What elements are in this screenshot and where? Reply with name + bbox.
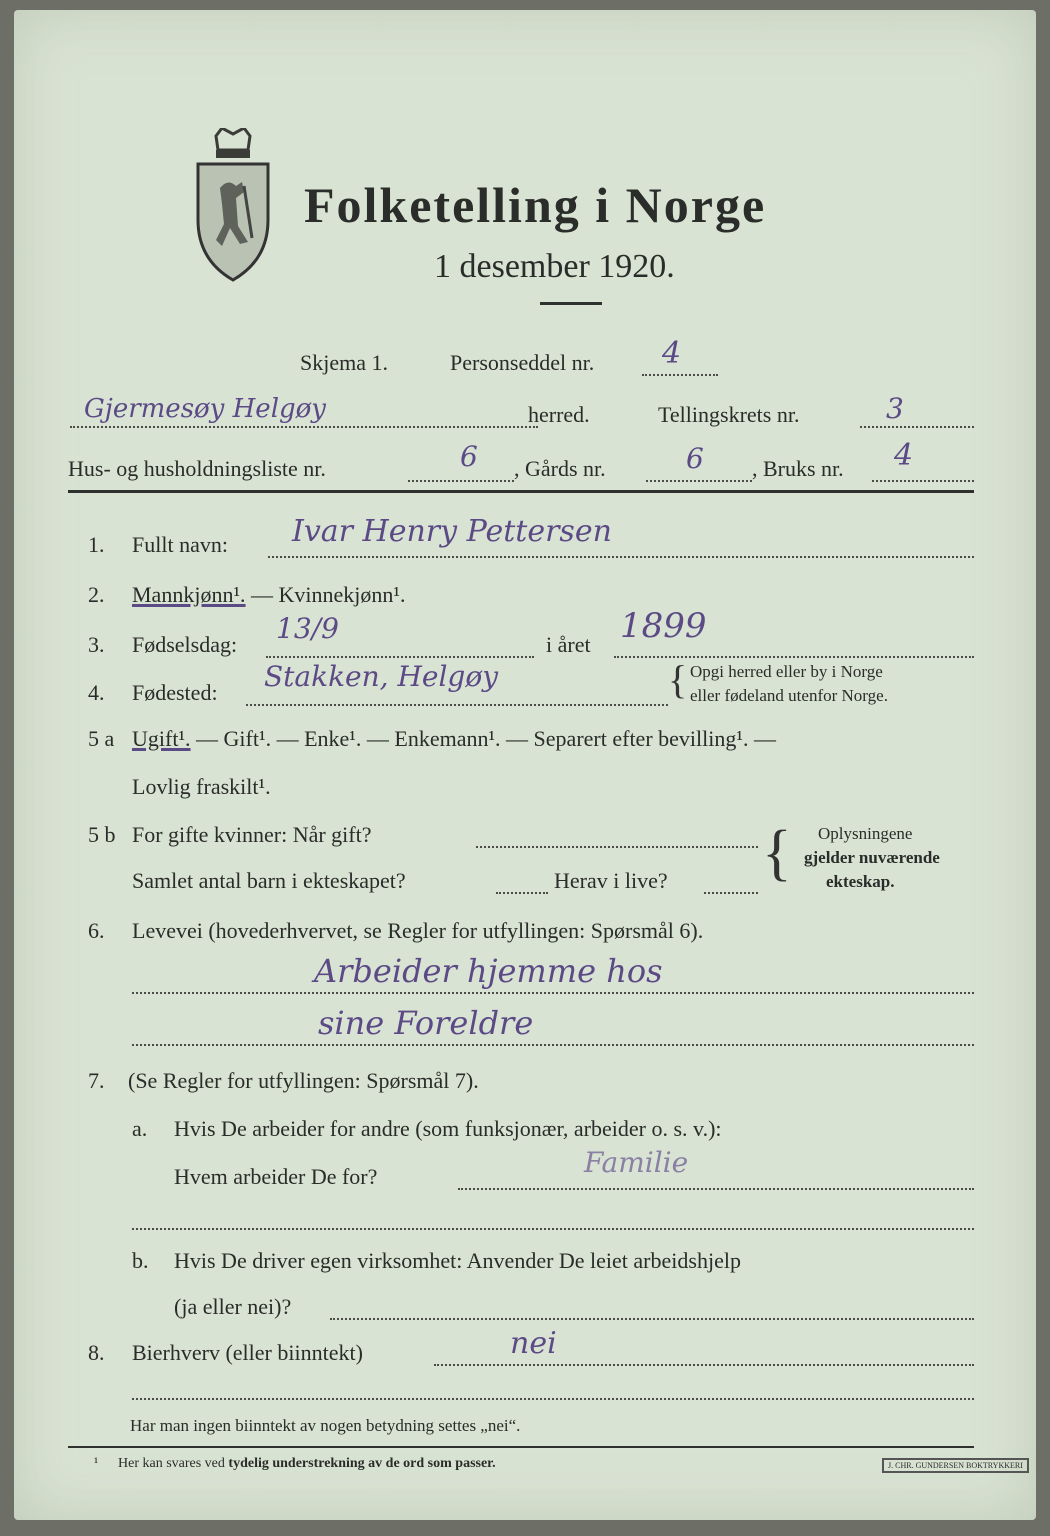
footnote-emphasis: tydelig understrekning av de ord som passer. [228, 1456, 496, 1471]
q5b-alive-line [704, 892, 758, 894]
q5b-alive-label: Herav i live? [554, 868, 668, 893]
herred-label: herred. [528, 402, 590, 427]
hus-line [408, 480, 514, 482]
hus-value[interactable]: 6 [460, 440, 478, 473]
birthplace-value[interactable]: Stakken, Helgøy [264, 660, 499, 693]
q4-number: 4. [88, 680, 105, 705]
census-form-sheet [14, 10, 1036, 1520]
q7a-line [458, 1188, 974, 1190]
q7b-letter: b. [132, 1248, 149, 1273]
header-rule [68, 490, 974, 493]
q8-extra-line [132, 1398, 974, 1400]
q7-number: 7. [88, 1068, 105, 1093]
herred-line [70, 426, 538, 428]
q4-line [246, 704, 668, 706]
q1-number: 1. [88, 532, 105, 557]
q6-line-1 [132, 992, 974, 994]
q2-male-label: Mannkjønn¹. [132, 582, 246, 607]
bruks-line [872, 480, 974, 482]
q4-note-1: Opgi herred eller by i Norge [690, 662, 883, 681]
personseddel-line [642, 374, 718, 376]
q3-label: Fødselsdag: [132, 632, 238, 657]
personseddel-value[interactable]: 4 [662, 336, 682, 371]
footer-note: Har man ingen biinntekt av nogen betydning settes „nei“. [130, 1416, 521, 1435]
q5b-note-3: ekteskap. [826, 872, 895, 891]
q5b-line1: For gifte kvinner: Når gift? [132, 822, 372, 847]
q3-birthday-line [266, 656, 534, 658]
bruks-value[interactable]: 4 [894, 438, 914, 473]
q5b-note-2: gjelder nuværende [804, 848, 940, 867]
form-title: Folketelling i Norge [304, 177, 767, 233]
q7b-question: (ja eller nei)? [174, 1294, 292, 1319]
q4-note-2: eller fødeland utenfor Norge. [690, 686, 888, 705]
q3-year-label: i året [546, 632, 591, 657]
herred-value[interactable]: Gjermesøy Helgøy [84, 394, 326, 424]
footnote-text: Her kan svares ved [118, 1456, 229, 1471]
q5a-other-options: — Gift¹. — Enke¹. — Enkemann¹. — Separert efter bevilling¹. — [190, 726, 776, 751]
q2-number: 2. [88, 582, 105, 607]
footnote-mark: ¹ [94, 1456, 99, 1471]
q1-line [268, 556, 974, 558]
footer-rule [68, 1446, 974, 1448]
q2-separator: — [245, 582, 279, 607]
q5b-children-line [496, 892, 548, 894]
form-date: 1 desember 1920. [434, 248, 675, 285]
q7b-text: Hvis De driver egen virksomhet: Anvender De leiet arbeidshjelp [174, 1248, 741, 1273]
hus-label: Hus- og husholdningsliste nr. [68, 456, 326, 481]
q5b-number: 5 b [88, 822, 116, 847]
gards-line [646, 480, 752, 482]
occupation-value-2[interactable]: sine Foreldre [318, 1004, 534, 1042]
gards-value[interactable]: 6 [686, 442, 704, 475]
q5b-when-line [476, 846, 758, 848]
q7-label: (Se Regler for utfyllingen: Spørsmål 7). [128, 1068, 479, 1093]
q8-number: 8. [88, 1340, 105, 1365]
q6-label: Levevei (hovederhvervet, se Regler for utfyllingen: Spørsmål 6). [132, 918, 704, 943]
tellingskrets-label: Tellingskrets nr. [658, 402, 800, 427]
occupation-value-1[interactable]: Arbeider hjemme hos [314, 952, 663, 990]
q5a-line2: Lovlig fraskilt¹. [132, 774, 271, 799]
q7a-text: Hvis De arbeider for andre (som funksjonær, arbeider o. s. v.): [174, 1116, 722, 1141]
full-name-value[interactable]: Ivar Henry Pettersen [292, 514, 612, 549]
q3-number: 3. [88, 632, 105, 657]
q1-label: Fullt navn: [132, 532, 228, 557]
q2-male-option[interactable] [132, 582, 406, 608]
personseddel-label: Personseddel nr. [450, 350, 595, 375]
q7a-extra-line [132, 1228, 974, 1230]
skjema-label: Skjema 1. [300, 350, 388, 375]
q7a-question: Hvem arbeider De for? [174, 1164, 378, 1189]
q7a-letter: a. [132, 1116, 148, 1141]
bruks-label: , Bruks nr. [752, 456, 844, 481]
q2-female-label: Kvinnekjønn¹. [278, 582, 406, 607]
birth-year-value[interactable]: 1899 [620, 606, 707, 646]
q5a-options[interactable] [132, 726, 776, 752]
employer-value[interactable]: Familie [584, 1146, 689, 1179]
q5a-ugift-label: Ugift¹. [132, 726, 191, 751]
q5a-number: 5 a [88, 726, 115, 751]
q8-line [434, 1364, 974, 1366]
q5b-brace: { [762, 819, 792, 887]
q8-label: Bierhverv (eller biinntekt) [132, 1340, 363, 1365]
birthday-value[interactable]: 13/9 [276, 612, 339, 645]
footnote [118, 1456, 496, 1472]
q5b-note-1: Oplysningene [818, 824, 913, 843]
coat-of-arms-icon [192, 128, 274, 288]
title-divider [540, 302, 602, 305]
q4-label: Fødested: [132, 680, 218, 705]
side-income-value[interactable]: nei [510, 1326, 557, 1361]
gards-label: , Gårds nr. [514, 456, 606, 481]
printer-stamp: J. CHR. GUNDERSEN BOKTRYKKERI [882, 1458, 1029, 1473]
q7b-line [330, 1318, 974, 1320]
q5b-children-label: Samlet antal barn i ekteskapet? [132, 868, 406, 893]
tellingskrets-value[interactable]: 3 [886, 392, 904, 425]
q6-number: 6. [88, 918, 105, 943]
tellingskrets-line [860, 426, 974, 428]
q4-brace: { [668, 657, 688, 702]
q6-line-2 [132, 1044, 974, 1046]
